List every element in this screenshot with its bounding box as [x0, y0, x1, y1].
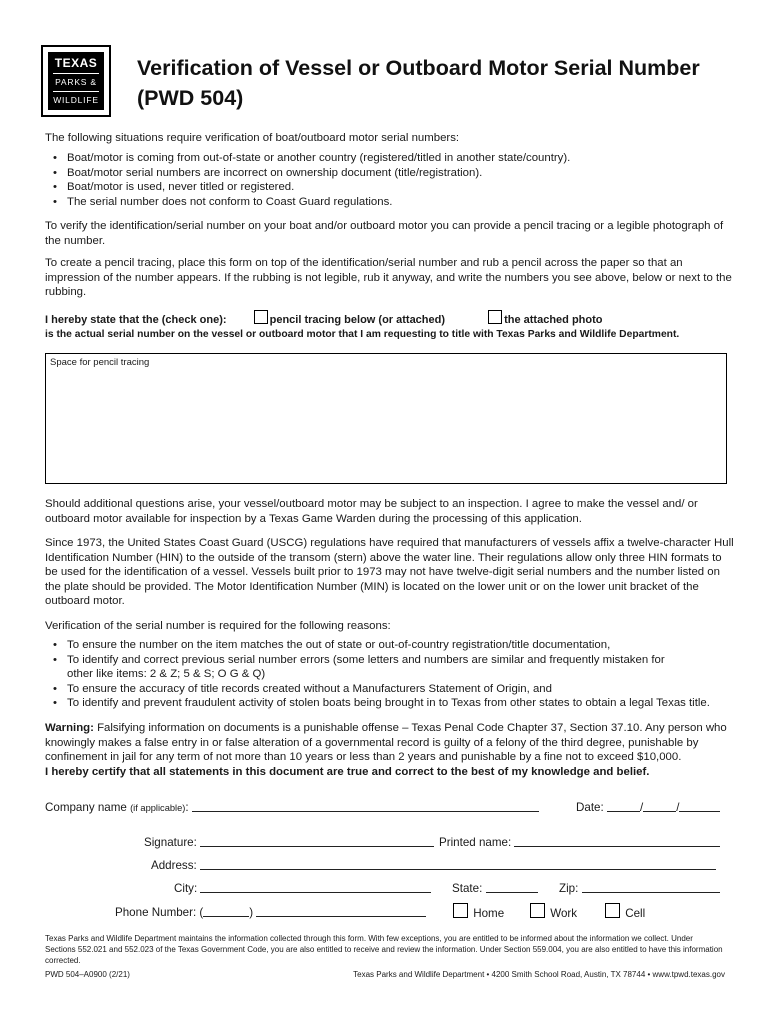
phone-number-input[interactable]	[256, 905, 426, 917]
list-item: • To ensure the number on the item matches the out of state or out-of-country registration/title documentation,	[53, 639, 611, 651]
phone-cell-option	[605, 903, 645, 920]
list-item: • To identify and prevent fraudulent activity of stolen boats being brought in to Texas from other states to obtain a legal Texas title.	[53, 697, 710, 710]
company-input[interactable]	[192, 800, 539, 812]
list-item: • The serial number does not conform to Coast Guard regulations.	[53, 195, 393, 208]
date-year-input[interactable]	[679, 800, 720, 812]
address-label: Address:	[151, 859, 197, 872]
signature-label: Signature:	[144, 836, 197, 849]
pencil-tracing-label: pencil tracing below (or attached)	[269, 314, 446, 326]
signature-input[interactable]	[200, 835, 434, 847]
company-label: Company name	[45, 801, 127, 814]
page-title	[137, 53, 737, 113]
attached-photo-label: the attached photo	[504, 314, 603, 326]
certification-statement: I hereby certify that all statements in this document are true and correct to the best of my knowledge and belief.	[45, 766, 650, 778]
logo-parks: PARKS &	[55, 77, 97, 87]
statement-lead: I hereby state that the (check one):	[45, 314, 227, 326]
agency-address: Texas Parks and Wildlife Department • 4200 Smith School Road, Austin, TX 78744 • www.tpwd.texas.gov	[353, 970, 725, 979]
phone-cell-checkbox[interactable]	[605, 903, 620, 918]
warning-text: Falsifying information on documents is a punishable offense – Texas Penal Code Chapter 37, Section 37.10. Any person who knowingly makes a false entry in or false alteration of a governmental record is guilty of a felony of the third degree, punishable by confinement in jail for any term of not more than 10 years or less than 2 years and punishable by a fine not to exceed $10,000.	[45, 722, 727, 764]
logo-texas: TEXAS	[54, 56, 98, 70]
title-line-1: Verification of Vessel or Outboard Motor Serial Number	[137, 56, 700, 80]
date-field: Date: / /	[576, 800, 720, 814]
address-input[interactable]	[200, 858, 716, 870]
list-item: • Boat/motor serial numbers are incorrect on ownership document (title/registration).	[53, 166, 483, 179]
tracing-box-label: Space for pencil tracing	[50, 357, 150, 368]
date-day-input[interactable]	[643, 800, 676, 812]
phone-field: Phone Number: ( )	[115, 905, 426, 919]
address-field	[151, 858, 716, 872]
zip-label: Zip:	[559, 882, 579, 895]
warning-paragraph	[45, 721, 735, 765]
title-line-2: (PWD 504)	[137, 86, 244, 110]
form-id: PWD 504–A0900 (2/21)	[45, 970, 130, 979]
company-field: Company name (if applicable):	[45, 800, 539, 814]
phone-work-label: Work	[550, 907, 578, 920]
intro-text: The following situations require verification of boat/outboard motor serial numbers:	[45, 132, 460, 144]
pencil-tracing-area[interactable]	[45, 353, 727, 484]
zip-field	[559, 881, 720, 895]
city-label: City:	[174, 882, 198, 895]
tracing-paragraph: To create a pencil tracing, place this form on top of the identification/serial number and rub a pencil across the paper so that an impression of the number appears. If the rubbing is not legible, rub it anyway, and write the numbers you see above, below or next to the rubbing.	[45, 257, 732, 299]
phone-label: Phone Number:	[115, 906, 197, 919]
statement-line-2: is the actual serial number on the vessel or outboard motor that I am requesting to title with Texas Parks and Wildlife Department.	[45, 329, 680, 340]
privacy-notice: Texas Parks and Wildlife Department maintains the information collected through this form. With few exceptions, you are entitled to be informed about the information we collect. Under Sections 552.021 and 552.023 of the Texas Government Code, you are also entitled to receive and review the information. Under Section 559.004, you are also entitled to have this information corrected.	[45, 934, 723, 965]
phone-work-checkbox[interactable]	[530, 903, 545, 918]
date-label: Date:	[576, 801, 604, 814]
printed-name-field	[439, 835, 720, 849]
tpwd-logo	[41, 45, 111, 117]
state-input[interactable]	[486, 881, 538, 893]
phone-cell-label: Cell	[625, 907, 646, 920]
phone-home-checkbox[interactable]	[453, 903, 468, 918]
pencil-tracing-checkbox[interactable]	[254, 310, 268, 324]
list-item: • Boat/motor is used, never titled or registered.	[53, 181, 295, 194]
uscg-paragraph: Since 1973, the United States Coast Guard (USCG) regulations have required that manufacturers of vessels affix a twelve-character Hull Identification Number (HIN) to the outside of the transom (stern) above the water line. Their regulations allow only three HIN formats to be used for the identification of a vessel. Vessels built prior to 1973 may not have twelve-digit serial numbers and the number listed on the plate should be provided. The Motor Identification Number (MIN) is located on the lower unit or on the lower unit bracket of the outboard motor.	[45, 537, 734, 608]
list-item: • To identify and correct previous serial number errors (some letters and numbers are similar and frequently mistaken for	[53, 653, 665, 666]
phone-home-label: Home	[473, 907, 505, 920]
verify-paragraph: To verify the identification/serial number on your boat and/or outboard motor you can provide a pencil tracing or a legible photograph of the number.	[45, 220, 724, 247]
zip-input[interactable]	[582, 881, 720, 893]
printed-name-input[interactable]	[514, 835, 720, 847]
attached-photo-checkbox[interactable]	[488, 310, 502, 324]
list-item-continued: other like items: 2 & Z; 5 & S; O G & Q)	[67, 668, 266, 681]
logo-wildlife: WILDLIFE	[53, 95, 99, 105]
phone-home-option	[453, 903, 504, 920]
list-item: • To ensure the accuracy of title records created without a Manufacturers Statement of Origin, and	[53, 682, 552, 695]
city-input[interactable]	[200, 881, 431, 893]
date-month-input[interactable]	[607, 800, 640, 812]
inspection-paragraph: Should additional questions arise, your vessel/outboard motor may be subject to an inspection. I agree to make the vessel and/ or outboard motor available for inspection by a Texas Game Warden during the processing of this application.	[45, 498, 698, 525]
phone-area-code-input[interactable]	[203, 905, 249, 917]
signature-field	[144, 835, 434, 849]
company-note: (if applicable)	[130, 803, 186, 813]
printed-name-label: Printed name:	[439, 836, 512, 849]
list-item: • Boat/motor is coming from out-of-state or another country (registered/titled in another state/country).	[53, 152, 571, 164]
city-field	[174, 881, 431, 895]
phone-work-option	[530, 903, 577, 920]
state-field	[452, 881, 538, 895]
state-label: State:	[452, 882, 483, 895]
reasons-intro: Verification of the serial number is required for the following reasons:	[45, 620, 391, 632]
check-one-statement	[45, 310, 602, 326]
warning-label: Warning:	[45, 722, 94, 734]
